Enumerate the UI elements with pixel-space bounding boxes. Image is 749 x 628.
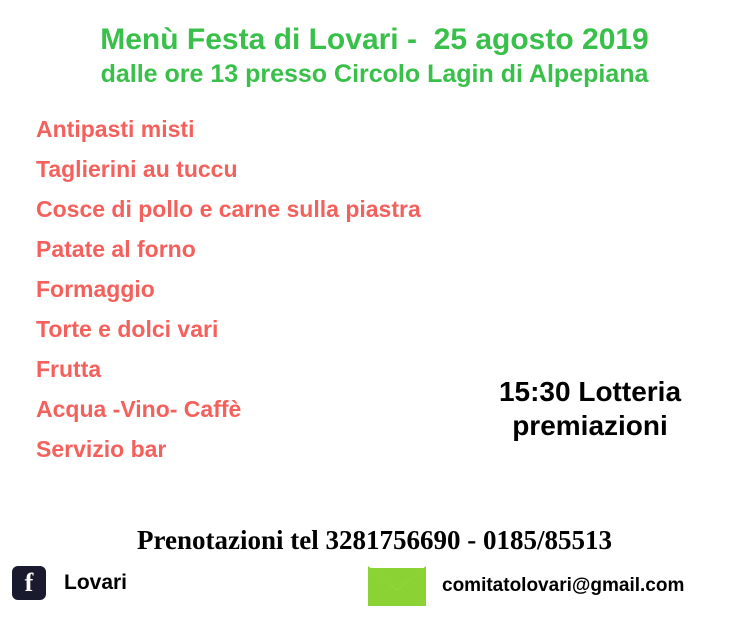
email-label: comitatolovari@gmail.com [442, 575, 685, 596]
list-item: Antipasti misti [36, 116, 195, 142]
list-item: Cosce di pollo e carne sulla piastra [36, 196, 421, 222]
envelope-icon[interactable] [368, 566, 426, 606]
facebook-contact[interactable] [12, 566, 127, 600]
lottery-note-line2: premiazioni [512, 410, 668, 442]
list-item: Taglierini au tuccu [36, 156, 238, 182]
poster-header [0, 0, 749, 89]
email-contact[interactable] [368, 566, 684, 606]
list-item: Formaggio [36, 276, 155, 302]
list-item: Servizio bar [36, 436, 167, 462]
lottery-note [455, 375, 725, 443]
list-item: Acqua -Vino- Caffè [36, 396, 242, 422]
event-title: Menù Festa di Lovari - 25 agosto 2019 [100, 23, 649, 56]
list-item: Patate al forno [36, 236, 196, 262]
lottery-note-line1: 15:30 Lotteria [498, 376, 682, 407]
event-subtitle: dalle ore 13 presso Circolo Lagin di Alpepiana [100, 60, 649, 89]
list-item: Frutta [36, 356, 102, 382]
menu-list [36, 118, 506, 478]
booking-phone-line: Prenotazioni tel 3281756690 - 0185/85513 [137, 525, 612, 555]
facebook-label: Lovari [64, 571, 128, 594]
poster-footer [0, 566, 749, 614]
list-item: Torte e dolci vari [36, 316, 219, 342]
facebook-icon[interactable]: f [12, 566, 46, 600]
